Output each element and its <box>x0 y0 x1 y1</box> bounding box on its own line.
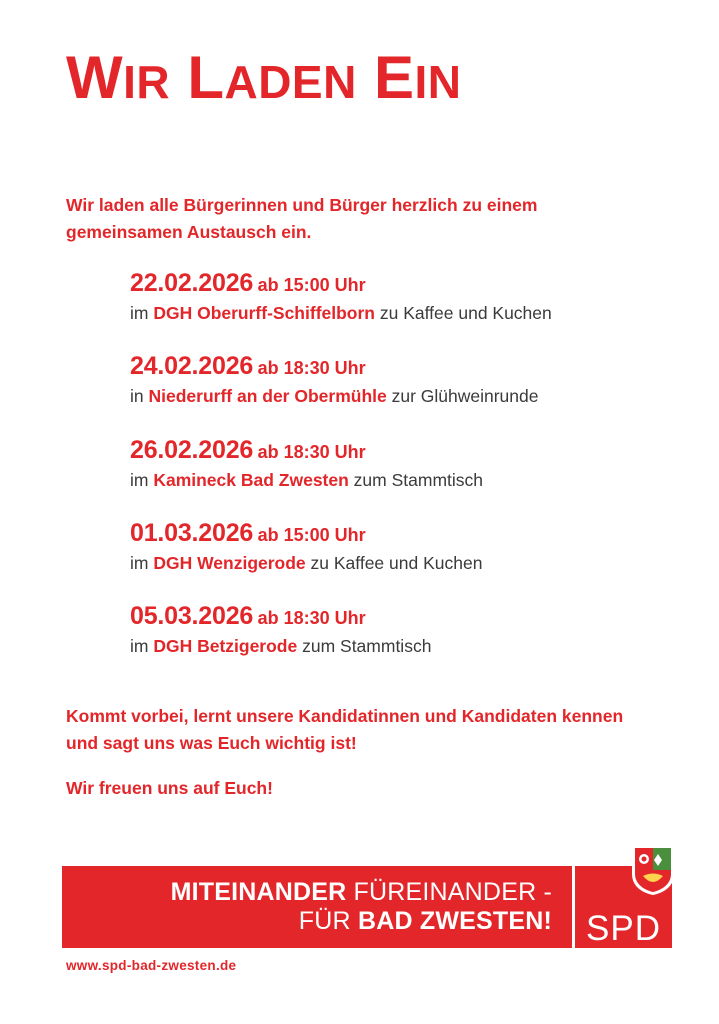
event-headline <box>130 351 650 381</box>
slogan-line-1 <box>171 878 552 908</box>
event-date: 26.02.2026 <box>130 435 254 464</box>
event-date: 24.02.2026 <box>130 352 254 381</box>
event-location-line <box>130 635 650 658</box>
list-item <box>130 268 650 325</box>
page-title <box>66 44 462 111</box>
slogan-line-1-bold: MITEINANDER <box>170 877 347 906</box>
event-date: 01.03.2026 <box>130 518 254 547</box>
event-location-name: DGH Betzigerode <box>153 636 298 656</box>
list-item <box>130 601 650 658</box>
event-time: ab 15:00 Uhr <box>257 524 366 545</box>
event-location-name: DGH Wenzigerode <box>153 552 306 573</box>
event-location-line <box>130 385 650 408</box>
headline-word2-rest: ADEN <box>224 56 357 108</box>
slogan-line-2-bold: BAD ZWESTEN! <box>357 907 552 935</box>
headline-word3-initial: E <box>373 44 415 111</box>
slogan-bar <box>62 866 572 948</box>
event-date: 22.02.2026 <box>130 269 254 297</box>
slogan-line-2 <box>299 907 552 937</box>
headline-word2-initial: L <box>187 44 225 111</box>
event-location-suffix: zum Stammtisch <box>348 469 484 490</box>
event-location-prefix: im <box>130 636 154 656</box>
event-headline <box>130 601 650 631</box>
event-location-prefix: im <box>130 469 154 490</box>
closing-line-2: Wir freuen uns auf Euch! <box>66 778 273 798</box>
event-headline <box>130 435 650 465</box>
slogan-line-2-normal: FÜR <box>298 907 358 935</box>
list-item <box>130 435 650 492</box>
headline-word1-rest: IR <box>123 56 171 108</box>
event-location-name: DGH Oberurff-Schiffelborn <box>153 303 375 323</box>
event-time: ab 18:30 Uhr <box>257 608 366 628</box>
list-item <box>130 351 650 408</box>
slogan-line-1-normal: FÜREINANDER - <box>346 877 552 906</box>
event-list <box>130 268 650 684</box>
event-location-prefix: in <box>130 386 149 407</box>
headline-word3-rest: IN <box>414 56 462 108</box>
event-location-suffix: zu Kaffee und Kuchen <box>305 552 483 573</box>
event-location-prefix: im <box>130 303 154 323</box>
event-time: ab 18:30 Uhr <box>257 358 366 379</box>
event-location-prefix: im <box>130 552 154 573</box>
event-time: ab 18:30 Uhr <box>257 441 366 462</box>
website-url: www.spd-bad-zwesten.de <box>66 958 237 973</box>
spd-logo-text: SPD <box>586 909 661 948</box>
list-item <box>130 518 650 575</box>
event-location-suffix: zum Stammtisch <box>297 636 432 656</box>
event-location-line <box>130 552 650 575</box>
headline-word1-initial: W <box>66 44 124 111</box>
event-location-suffix: zu Kaffee und Kuchen <box>375 303 552 323</box>
intro-paragraph: Wir laden alle Bürgerinnen und Bürger herzlich zu einem gemeinsamen Austausch ein. <box>66 195 538 243</box>
event-location-name: Kamineck Bad Zwesten <box>153 469 349 490</box>
closing-paragraph: Kommt vorbei, lernt unsere Kandidatinnen und Kandidaten kennen und sagt uns was Euch wichtig ist! <box>66 706 624 754</box>
municipal-crest-icon <box>631 844 675 896</box>
event-location-name: Niederurff an der Obermühle <box>148 386 387 407</box>
event-headline <box>130 518 650 548</box>
event-location-line <box>130 302 650 325</box>
event-headline <box>130 268 650 298</box>
event-location-suffix: zur Glühweinrunde <box>386 386 539 407</box>
event-time: ab 15:00 Uhr <box>257 275 366 295</box>
event-date: 05.03.2026 <box>130 602 254 630</box>
event-location-line <box>130 469 650 492</box>
